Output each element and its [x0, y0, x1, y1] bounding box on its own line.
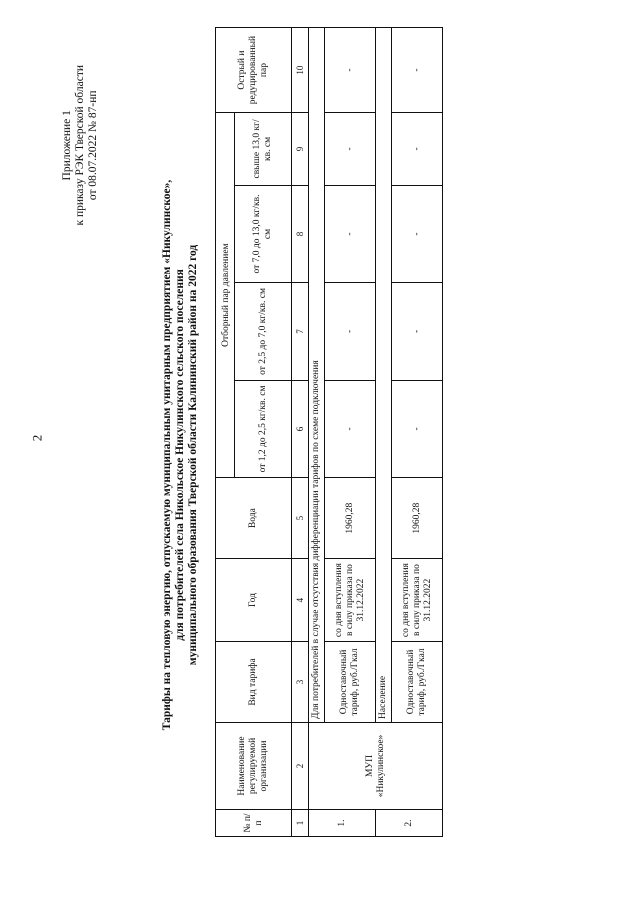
header-steam-3: от 7,0 до 13,0 кг/кв. см	[235, 185, 292, 282]
steam-3-cell: -	[325, 185, 376, 282]
steam-1-cell: -	[392, 380, 443, 477]
header-steam-2: от 2,5 до 7,0 кг/кв. см	[235, 283, 292, 380]
steam-4-cell: -	[392, 113, 443, 186]
row-num-2: 2.	[376, 810, 443, 837]
col-number: 9	[292, 113, 309, 186]
col-number: 4	[292, 559, 309, 642]
title-line-2: для потребителей села Никольское Никулинского сельского поселения	[174, 269, 186, 641]
section-label-1: Для потребителей в случае отсутствия дифференциации тарифов по схеме подключения	[309, 28, 325, 723]
steam-3-cell: -	[392, 185, 443, 282]
data-row-2	[392, 28, 443, 837]
tariff-type-cell: Одноставочный тариф, руб./Гкал	[325, 642, 376, 723]
title-line-3: муниципального образования Тверской области Калининский район на 2022 год	[187, 244, 199, 666]
col-number: 2	[292, 722, 309, 809]
header-org: Наименование регулируемой организации	[216, 722, 292, 809]
water-cell: 1960,28	[392, 478, 443, 559]
header-num: № п/п	[216, 810, 292, 837]
header-row	[216, 28, 235, 837]
steam-1-cell: -	[325, 380, 376, 477]
header-water: Вода	[216, 478, 292, 559]
col-number: 8	[292, 185, 309, 282]
header-year: Год	[216, 559, 292, 642]
row-num-1: 1.	[309, 810, 376, 837]
page-number: 2	[29, 434, 45, 442]
col-number: 3	[292, 642, 309, 723]
water-cell: 1960,28	[325, 478, 376, 559]
header-steam-4: свыше 13,0 кг/кв. см	[235, 113, 292, 186]
header-sharp-steam: Острый и редуцированный пар	[216, 28, 292, 113]
appendix-block	[61, 65, 100, 226]
steam-2-cell: -	[325, 283, 376, 380]
tariff-table	[215, 27, 443, 837]
section-row-1	[309, 28, 325, 837]
rotated-page-content	[55, 25, 505, 885]
data-row-1	[325, 28, 376, 837]
org-name-cell: МУП «Никулинское»	[309, 722, 443, 809]
tariff-type-cell: Одноставочный тариф, руб./Гкал	[392, 642, 443, 723]
header-steam-group: Отборный пар давлением	[216, 113, 235, 478]
appendix-line-3: от 08.07.2022 № 87-нп	[87, 90, 99, 201]
section-row-2	[376, 28, 392, 837]
col-number: 7	[292, 283, 309, 380]
steam-2-cell: -	[392, 283, 443, 380]
col-number: 5	[292, 478, 309, 559]
col-number: 6	[292, 380, 309, 477]
sharp-steam-cell: -	[392, 28, 443, 113]
appendix-line-1: Приложение 1	[61, 110, 73, 181]
header-steam-1: от 1,2 до 2,5 кг/кв. см	[235, 380, 292, 477]
column-number-row	[292, 28, 309, 837]
year-cell: со дня вступления в силу приказа по 31.12.2022	[392, 559, 443, 642]
document-title	[161, 25, 200, 885]
title-line-1: Тарифы на тепловую энергию, отпускаемую муниципальным унитарным предприятием «Никулинское»,	[161, 179, 173, 731]
section-label-2: Население	[376, 28, 392, 723]
year-cell: со дня вступления в силу приказа по 31.12.2022	[325, 559, 376, 642]
col-number: 10	[292, 28, 309, 113]
sharp-steam-cell: -	[325, 28, 376, 113]
header-tariff-type: Вид тарифа	[216, 642, 292, 723]
col-number: 1	[292, 810, 309, 837]
appendix-line-2: к приказу РЭК Тверской области	[74, 65, 86, 226]
steam-4-cell: -	[325, 113, 376, 186]
